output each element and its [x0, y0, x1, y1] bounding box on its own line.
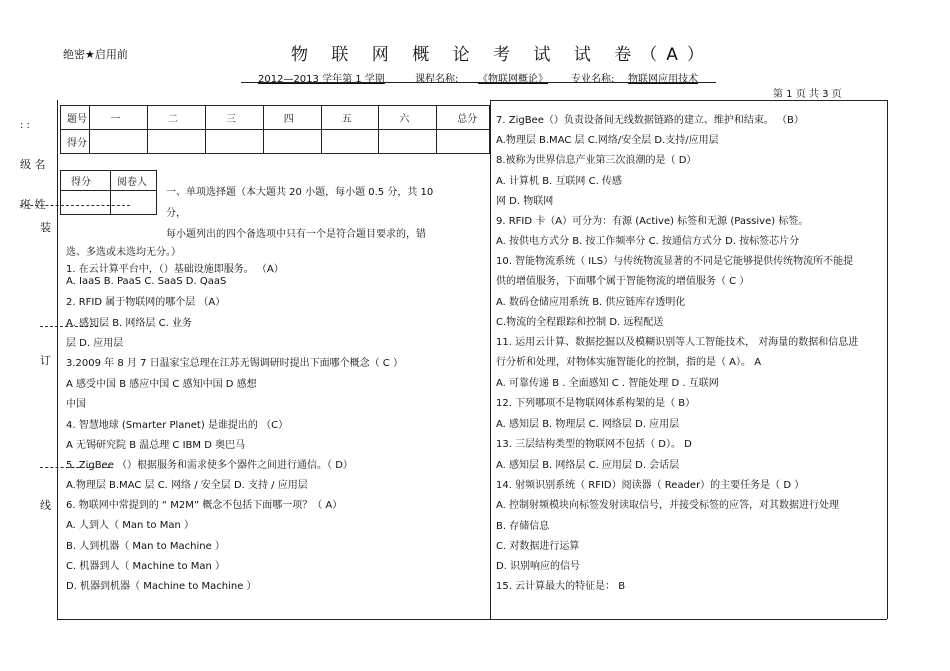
question-14-option-c: C. 对数据进行运算: [496, 541, 580, 552]
binding-zhuang: 装: [40, 221, 51, 234]
section-heading: 一、单项选择题（本大题共 20 小题，每小题 0.5 分，共 10: [166, 187, 434, 198]
grader-score-cell[interactable]: [61, 191, 111, 215]
question-13-options: A. 感知层 B. 网络层 C. 应用层 D. 会话层: [496, 460, 680, 471]
section-instructions-cont: 选、多选或未选均无分。）: [66, 247, 181, 258]
score-cell-5[interactable]: [321, 130, 379, 154]
score-col-3: 三: [205, 106, 263, 130]
question-2-options-cont: 层 D. 应用层: [66, 338, 124, 349]
score-col-1: 一: [90, 106, 148, 130]
question-9: 9. RFID 卡（A）可分为：有源 (Active) 标签和无源 (Passive) 标签。: [496, 216, 809, 227]
question-14: 14. 射频识别系统（ RFID）阅读器（ Reader）的主要任务是（ D ）: [496, 480, 805, 491]
section-instructions: 每小题列出的四个备选项中只有一个是符合题目要求的，错: [166, 229, 426, 240]
grader-reviewer-cell[interactable]: [111, 191, 157, 215]
question-7-options: A.物理层 B.MAC 层 C.网络/安全层 D.支持/应用层: [496, 135, 719, 146]
frame-bottom: [57, 619, 887, 620]
frame-left: [57, 100, 58, 619]
question-4-options: A 无锡研究院 B 温总理 C IBM D 奥巴马: [66, 440, 246, 451]
question-3-options: A 感受中国 B 感应中国 C 感知中国 D 感想: [66, 379, 257, 390]
section-heading-cont: 分，: [166, 208, 186, 219]
question-11: 11. 运用云计算、数据挖掘以及模糊识别等人工智能技术， 对海量的数据和信息进: [496, 337, 859, 348]
question-14-option-b: B. 存储信息: [496, 521, 550, 532]
page-info: 第 1 页 共 3 页: [773, 89, 842, 100]
question-13: 13. 三层结构类型的物联网不包括（ D）。 D: [496, 439, 692, 450]
binding-dash-3: [40, 467, 110, 468]
score-col-5: 五: [321, 106, 379, 130]
grader-score-label: 得分: [61, 171, 111, 191]
question-8-options-cont: 网 D. 物联网: [496, 196, 554, 207]
score-cell-1[interactable]: [90, 130, 148, 154]
score-col-6: 六: [379, 106, 437, 130]
binding-class-sex: 班 姓: [20, 198, 46, 211]
question-1-options: A. IaaS B. PaaS C. SaaS D. QaaS: [66, 276, 227, 287]
question-1: 1. 在云计算平台中，（）基础设施即服务。 （A）: [66, 264, 284, 275]
question-14-option-a: A. 控制射频模块向标签发射读取信号，并接受标签的应答，对其数据进行处理: [496, 500, 840, 511]
question-10-options: A. 数码仓储应用系统 B. 供应链库存透明化: [496, 297, 686, 308]
header-rule: [241, 82, 716, 83]
score-cell-2[interactable]: [148, 130, 206, 154]
binding-ding: 订: [40, 354, 51, 367]
question-2-options: A. 感知层 B. 网络层 C. 业务: [66, 318, 192, 329]
question-10: 10. 智能物流系统（ ILS）与传统物流显著的不同是它能够提供传统物流所不能提: [496, 256, 854, 267]
question-14-option-d: D. 识别响应的信号: [496, 561, 581, 572]
question-6-option-d: D. 机器到机器（ Machine to Machine ）: [66, 581, 257, 592]
binding-colon: : :: [20, 120, 30, 131]
score-row-label: 得分: [61, 130, 90, 154]
question-10-options-cont: C.物流的全程跟踪和控制 D. 远程配送: [496, 317, 664, 328]
score-col-2: 二: [148, 106, 206, 130]
score-table: [60, 105, 490, 154]
score-cell-3[interactable]: [205, 130, 263, 154]
term-label: 2012—2013 学年第 1 学期: [258, 74, 385, 85]
question-15: 15. 云计算最大的特征是： B: [496, 581, 626, 592]
question-3: 3.2009 年 8 月 7 日温家宝总理在江苏无锡调研时提出下面哪个概念（ C ）: [66, 358, 403, 369]
question-3-options-cont: 中国: [66, 399, 86, 410]
score-cell-6[interactable]: [379, 130, 437, 154]
question-12: 12. 下列哪项不是物联网体系构架的是（ B）: [496, 398, 696, 409]
question-6-option-b: B. 人到机器（ Man to Machine ）: [66, 541, 225, 552]
major-label: 专业名称:: [571, 74, 615, 85]
score-col-label: 题号: [61, 106, 90, 130]
secret-label: 绝密★启用前: [63, 48, 128, 61]
question-8-options: A. 计算机 B. 互联网 C. 传感: [496, 176, 622, 187]
course-label: 课程名称:: [415, 74, 459, 85]
exam-title: 物 联 网 概 论 考 试 试 卷（A）: [291, 45, 713, 65]
question-11-options: A. 可靠传递 B . 全面感知 C . 智能处理 D . 互联网: [496, 378, 719, 389]
column-divider: [490, 100, 491, 619]
question-9-options: A. 按供电方式分 B. 按工作频率分 C. 按通信方式分 D. 按标签芯片分: [496, 236, 800, 247]
major-name: 物联网应用技术: [628, 74, 698, 85]
frame-top: [490, 100, 887, 101]
score-col-total: 总分: [437, 106, 490, 130]
grader-reviewer-label: 阅卷人: [111, 171, 157, 191]
question-6: 6. 物联网中常提到的 “ M2M” 概念不包括下面哪一项？（ A）: [66, 500, 343, 511]
question-8: 8.被称为世界信息产业第三次浪潮的是（ D）: [496, 155, 697, 166]
frame-right: [887, 100, 888, 619]
score-cell-4[interactable]: [263, 130, 321, 154]
question-5: 5. ZigBee （）根据服务和需求使多个器件之间进行通信。（ D）: [66, 460, 353, 471]
course-name: 《物联网概论》: [478, 74, 548, 85]
binding-class-name: 级 名: [20, 158, 46, 171]
score-col-4: 四: [263, 106, 321, 130]
score-cell-total[interactable]: [437, 130, 490, 154]
question-6-option-a: A. 人到人（ Man to Man ）: [66, 520, 194, 531]
question-2: 2. RFID 属于物联网的哪个层 （A）: [66, 297, 226, 308]
question-5-options: A.物理层 B.MAC 层 C. 网络 / 安全层 D. 支持 / 应用层: [66, 480, 308, 491]
question-4: 4. 智慧地球 (Smarter Planet) 是谁提出的 （C）: [66, 420, 289, 431]
question-7: 7. ZigBee（）负责设备间无线数据链路的建立、维护和结束。 （B）: [496, 115, 804, 126]
question-12-options: A. 感知层 B. 物理层 C. 网络层 D. 应用层: [496, 419, 680, 430]
question-10-cont: 供的增值服务，下面哪个属于智能物流的增值服务（ C ）: [496, 276, 750, 287]
binding-xian: 线: [40, 499, 51, 512]
question-11-cont: 行分析和处理，对物体实施智能化的控制，指的是（ A）。 A: [496, 357, 762, 368]
grader-table: [60, 170, 157, 215]
question-6-option-c: C. 机器到人（ Machine to Man ）: [66, 561, 226, 572]
